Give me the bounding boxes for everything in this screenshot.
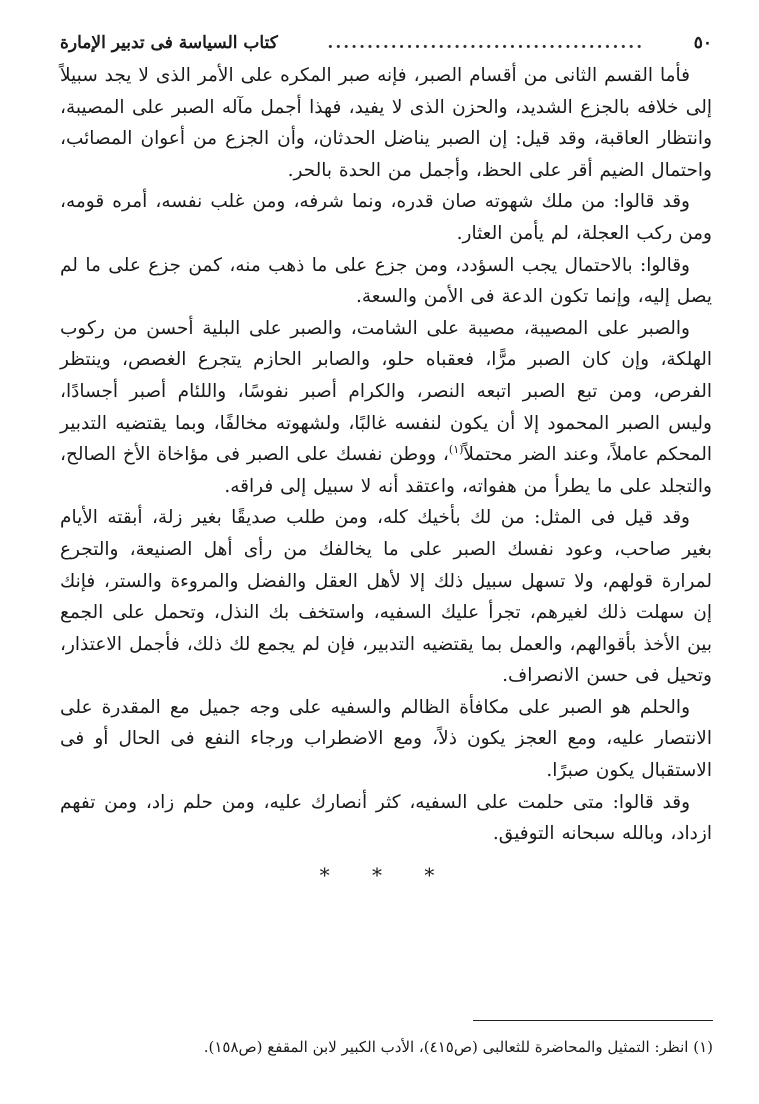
paragraph-patience-second-kind: فأما القسم الثانى من أقسام الصبر، فإنه صبر المكره على الأمر الذى لا يجد سبيلاً إلى خلافه بالجزع الشديد، والحزن الذى لا يفيد، فهذا أجمل مآله الصبر على المصيبة، وانتظار العاقبة، وقد قيل: إن الصبر يناضل الحدثان، وأن الجزع من أعوان المصائب، واحتمال الضيم أقر على الحظ، وأجمل من الحدة بالحر. xyxy=(60,65,712,181)
footnote: (١) انظر: التمثيل والمحاضرة للثعالبى (ص٤١٥)، الأدب الكبير لابن المقفع (ص١٥٨). xyxy=(203,1038,713,1056)
page-number: ٥٠ xyxy=(693,33,712,53)
paragraph-self-control: وقد قالوا: من ملك شهوته صان قدره، ونما شرفه، ومن غلب نفسه، أمره قومه، ومن ركب العجلة، لم يأمن العثار. xyxy=(60,191,712,244)
paragraph-closing: وقد قالوا: متى حلمت على السفيه، كثر أنصارك عليه، ومن حلم زاد، ومن تفهم ازداد، وبالله سبحانه التوفيق. xyxy=(60,791,712,845)
paragraph-text-continued: ، ووطن نفسك على الصبر فى مؤاخاة الأخ الصالح، والتجلد على ما يطرأ من هفواته، واعتقد أنه لا سبيل إلى فراقه. xyxy=(60,444,712,497)
footnote-reference[interactable]: (١) xyxy=(448,442,464,456)
book-title: كتاب السياسة فى تدبير الإمارة xyxy=(60,33,278,53)
book-page xyxy=(60,30,712,890)
header-dot-leader: ........................................ xyxy=(327,33,645,53)
paragraph-endurance: وقالوا: بالاحتمال يجب السؤدد، ومن جزع على ما ذهب منه، كمن جزع على ما لم يصل إليه، وإنما تكون الدعة فى الأمن والسعة. xyxy=(60,254,712,308)
main-text xyxy=(60,60,712,850)
paragraph-text: والصبر على المصيبة، مصيبة على الشامت، والصبر على البلية أحسن من ركوب الهلكة، وإن كان الصبر مرًّا، فعقباه حلو، والصابر الحازم يتجرع الغصص، وينتظر الفرص، ومن تبع الصبر اتبعه النصر، والكرام أصبر نفوسًا، واللئام أصبر أجسادًا، وليس الصبر المحمود إلا أن يكون لنفسه غالبًا، ولشهوته مخالفًا، وبما يقتضيه التدبير المحكم عاملاً، وعند الضر محتملاً xyxy=(60,317,712,466)
paragraph-forbearance: والحلم هو الصبر على مكافأة الظالم والسفيه على وجه جميل مع المقدرة على الانتصار عليه، ومع العجز يكون ذلاً، ومع الاضطراب ورجاء النفع فى الحال أو فى الاستقبال يكون صبرًا. xyxy=(60,696,712,782)
running-header xyxy=(60,30,712,56)
paragraph-patience-in-calamity xyxy=(60,313,712,503)
section-separator: * * * xyxy=(319,862,453,887)
paragraph-proverb: وقد قيل فى المثل: من لك بأخيك كله، ومن طلب صديقًا بغير زلة، أبقته الأيام بغير صاحب، وعود نفسك الصبر على ما يخالفك من رأى أهل الصنيعة، والتجرع لمرارة قولهم، ولا تسهل سبيل ذلك إلا لأهل العقل والفضل والمروءة والستر، فإنك إن سهلت ذلك لغيرهم، تجرأ عليك السفيه، واستخف بك النذل، وتحمل على الجمع بين الأخذ بأقوالهم، والعمل بما يقتضيه التدبير، فإن لم يجمع لك ذلك، فأجمل الاعتذار، وتحيل فى حسن الانصراف. xyxy=(60,507,712,687)
footnote-divider xyxy=(473,1020,713,1021)
